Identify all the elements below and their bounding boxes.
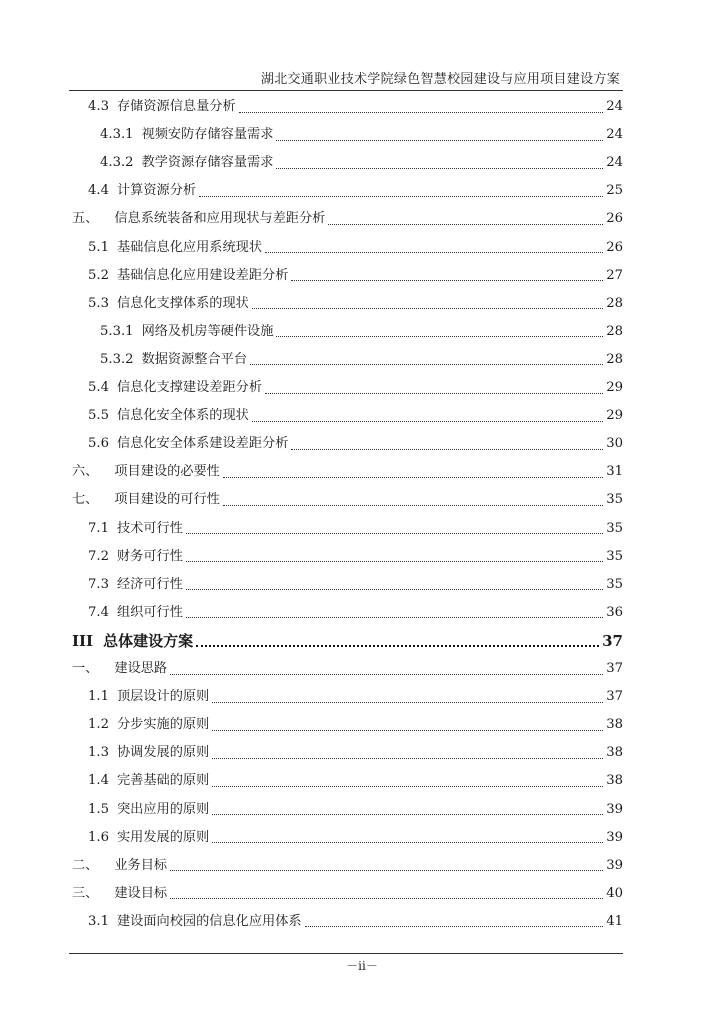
toc-entry-page-number: 39 [606,857,623,873]
toc-leader-dots [305,926,604,927]
toc-entry-title [88,601,183,625]
toc-entry-page-number: 29 [606,408,623,424]
toc-leader-dots [276,168,603,169]
toc-entry-page-number: 35 [606,492,623,508]
toc-entry-title [88,236,262,260]
toc-entry[interactable] [72,460,623,484]
toc-entry-title [88,713,209,737]
toc-leader-dots [265,393,603,394]
toc-entry-title [72,488,220,512]
toc-entry-number: III [72,631,94,650]
toc-entry-text: 业务目标 [114,857,168,873]
toc-entry-title [72,460,220,484]
toc-leader-dots [170,870,603,871]
toc-entry-text: 建设面向校园的信息化应用体系 [116,913,302,929]
toc-leader-dots [212,758,603,759]
toc-entry-text: 信息系统装备和应用现状与差距分析 [114,211,326,227]
toc-entry-text: 视频安防存储容量需求 [141,127,274,143]
toc-entry-page-number: 24 [606,155,623,171]
toc-leader-dots [186,533,603,534]
toc-entry-text: 基础信息化应用系统现状 [116,239,263,255]
toc-entry-number: 1.6 [88,829,109,845]
toc-entry-title [88,179,196,203]
toc-leader-dots [212,814,603,815]
toc-entry-number: 7.1 [88,520,109,536]
toc-leader-dots [170,898,603,899]
header-rule [69,90,623,91]
toc-entry[interactable] [88,404,623,428]
toc-entry-page-number: 38 [606,717,623,733]
toc-entry[interactable] [88,910,623,934]
toc-entry-number: 三、 [72,885,99,901]
toc-entry-title [88,292,249,316]
toc-leader-dots [170,674,603,675]
toc-entry-title [88,826,209,850]
toc-entry-text: 数据资源整合平台 [141,351,248,367]
toc-entry-number: 六、 [72,464,99,480]
toc-entry[interactable] [88,741,623,765]
toc-entry-text: 实用发展的原则 [116,829,210,845]
toc-entry-number: 5.4 [88,380,109,395]
toc-entry-page-number: 37 [606,661,623,676]
toc-entry-text: 财务可行性 [116,548,183,564]
toc-entry-number: 7.4 [88,604,109,620]
toc-entry-text: 项目建设的必要性 [114,464,220,480]
toc-entry[interactable] [88,95,623,119]
toc-entry-title [100,348,247,372]
toc-leader-dots [212,702,603,703]
toc-entry-page-number: 24 [606,99,623,114]
toc-entry-page-number: 27 [606,267,623,283]
toc-entry-page-number: 24 [606,127,623,143]
toc-entry[interactable] [72,488,623,512]
toc-entry[interactable] [88,685,623,709]
toc-entry-number: 二、 [72,857,99,873]
toc-leader-dots [276,140,603,141]
toc-entry-page-number: 40 [606,885,623,901]
toc-leader-dots [186,561,603,562]
toc-entry-text: 基础信息化应用建设差距分析 [116,267,289,283]
toc-entry-title [88,798,209,822]
toc-entry[interactable] [88,713,623,737]
toc-entry[interactable] [88,798,623,822]
toc-entry-number: 五、 [72,211,99,227]
toc-entry-text: 突出应用的原则 [116,801,210,817]
toc-entry-text: 建设思路 [114,661,168,676]
toc-leader-dots [252,308,603,309]
toc-entry-title [72,207,325,231]
toc-entry[interactable] [72,854,623,878]
toc-entry-title [72,629,193,653]
toc-entry-number: 5.1 [88,239,109,255]
toc-entry-title [88,264,288,288]
toc-leader-dots [212,786,603,787]
toc-entry[interactable] [100,151,623,175]
toc-entry[interactable] [88,545,623,569]
toc-leader-dots [291,280,603,281]
toc-entry[interactable] [72,882,623,906]
toc-entry-page-number: 30 [606,436,623,452]
toc-entry[interactable] [72,657,623,681]
toc-entry[interactable] [88,517,623,541]
toc-entry[interactable] [88,769,623,793]
toc-entry-page-number: 35 [606,548,623,564]
toc-entry-number: 4.3.1 [100,127,134,143]
footer-rule [69,953,623,954]
toc-leader-dots [223,505,603,506]
toc-entry-page-number: 28 [606,295,623,311]
toc-entry-number: 1.2 [88,717,109,733]
toc-entry-page-number: 39 [606,801,623,817]
toc-entry-text: 信息化支撑建设差距分析 [116,380,263,395]
toc-entry-number: 4.3 [88,99,109,114]
toc-entry[interactable] [88,573,623,597]
toc-entry-page-number: 36 [606,604,623,620]
toc-entry-number: 7.3 [88,576,109,592]
toc-leader-dots [196,645,599,647]
toc-entry-title [88,573,183,597]
toc-entry-text: 项目建设的可行性 [114,492,220,508]
toc-entry-text: 顶层设计的原则 [116,689,210,705]
toc-entry[interactable] [88,264,623,288]
toc-entry-text: 教学资源存储容量需求 [141,155,274,171]
toc-entry-text: 网络及机房等硬件设施 [141,323,274,339]
toc-leader-dots [212,730,603,731]
toc-entry-page-number: 39 [606,829,623,845]
toc-entry-number: 5.2 [88,267,109,283]
toc-entry-text: 建设目标 [114,885,168,901]
toc-entry-page-number: 35 [606,520,623,536]
toc-leader-dots [223,477,603,478]
toc-entry-title [88,910,302,934]
running-header-title: 湖北交通职业技术学院绿色智慧校园建设与应用项目建设方案 [260,72,620,87]
toc-entry-number: 7.2 [88,548,109,564]
toc-entry-number: 1.3 [88,745,109,761]
toc-entry-title [100,123,273,147]
toc-entry-title [72,657,167,681]
toc-leader-dots [186,617,603,618]
toc-entry-title [88,376,262,400]
toc-entry-title [72,854,167,878]
toc-part-entry[interactable] [72,629,623,653]
toc-entry[interactable] [100,123,623,147]
toc-entry-title [88,404,249,428]
toc-entry-page-number: 35 [606,576,623,592]
toc-entry[interactable] [88,179,623,203]
toc-entry-page-number: 41 [606,913,623,929]
toc-entry-number: 5.3 [88,295,109,311]
toc-leader-dots [250,364,603,365]
toc-entry-text: 技术可行性 [116,520,183,536]
toc-entry-title [100,151,273,175]
toc-leader-dots [328,224,603,225]
toc-entry[interactable] [88,236,623,260]
toc-entry-page-number: 26 [606,211,623,227]
toc-entry-text: 信息化支撑体系的现状 [116,295,249,311]
toc-entry-page-number: 29 [606,380,623,395]
toc-leader-dots [239,112,604,113]
toc-entry-page-number: 38 [606,773,623,789]
toc-entry-number: 5.3.2 [100,351,134,367]
toc-leader-dots [276,336,603,337]
toc-leader-dots [265,252,603,253]
toc-entry-text: 分步实施的原则 [116,717,210,733]
toc-entry-number: 一、 [72,661,99,676]
toc-entry-title [88,95,236,119]
toc-entry-text: 完善基础的原则 [116,773,210,789]
toc-entry-number: 5.3.1 [100,323,134,339]
toc-entry-number: 4.3.2 [100,155,134,171]
toc-entry-page-number: 25 [606,183,623,199]
toc-leader-dots [186,589,603,590]
toc-leader-dots [212,842,603,843]
toc-entry-page-number: 28 [606,323,623,339]
toc-entry-text: 信息化安全体系建设差距分析 [116,436,289,452]
toc-entry-title [72,882,167,906]
toc-entry-title [88,545,183,569]
toc-entry[interactable] [100,348,623,372]
toc-entry[interactable] [88,826,623,850]
toc-entry-title [88,432,288,456]
toc-entry-text: 信息化安全体系的现状 [116,408,249,424]
toc-entry-page-number: 37 [606,689,623,705]
toc-entry-page-number: 26 [606,239,623,255]
toc-entry-text: 计算资源分析 [116,183,197,199]
toc-entry-text: 协调发展的原则 [116,745,210,761]
toc-entry-title [88,517,183,541]
toc-entry-text: 存储资源信息量分析 [116,99,236,114]
toc-leader-dots [199,196,603,197]
toc-entry-number: 1.4 [88,773,109,789]
toc-entry-page-number: 31 [606,464,623,480]
toc-entry[interactable] [100,320,623,344]
toc-entry-title [88,685,209,709]
toc-leader-dots [291,449,603,450]
toc-entry-number: 1.1 [88,689,109,705]
toc-entry[interactable] [88,432,623,456]
toc-entry-text: 总体建设方案 [103,631,194,650]
toc-entry-text: 经济可行性 [116,576,183,592]
toc-entry-title [100,320,273,344]
toc-entry[interactable] [72,207,623,231]
toc-entry-number: 1.5 [88,801,109,817]
toc-entry-number: 4.4 [88,183,109,199]
toc-entry[interactable] [88,376,623,400]
toc-entry-page-number: 37 [602,631,623,650]
toc-entry-number: 3.1 [88,913,109,929]
toc-entry-title [88,769,209,793]
toc-entry-number: 5.5 [88,408,109,424]
toc-entry[interactable] [88,601,623,625]
toc-leader-dots [252,421,603,422]
toc-entry-text: 组织可行性 [116,604,183,620]
toc-entry[interactable] [88,292,623,316]
toc-entry-number: 七、 [72,492,99,508]
page-number: －ii－ [346,959,378,973]
toc-entry-number: 5.6 [88,436,109,452]
toc-entry-title [88,741,209,765]
toc-entry-page-number: 28 [606,351,623,367]
toc-entry-page-number: 38 [606,745,623,761]
